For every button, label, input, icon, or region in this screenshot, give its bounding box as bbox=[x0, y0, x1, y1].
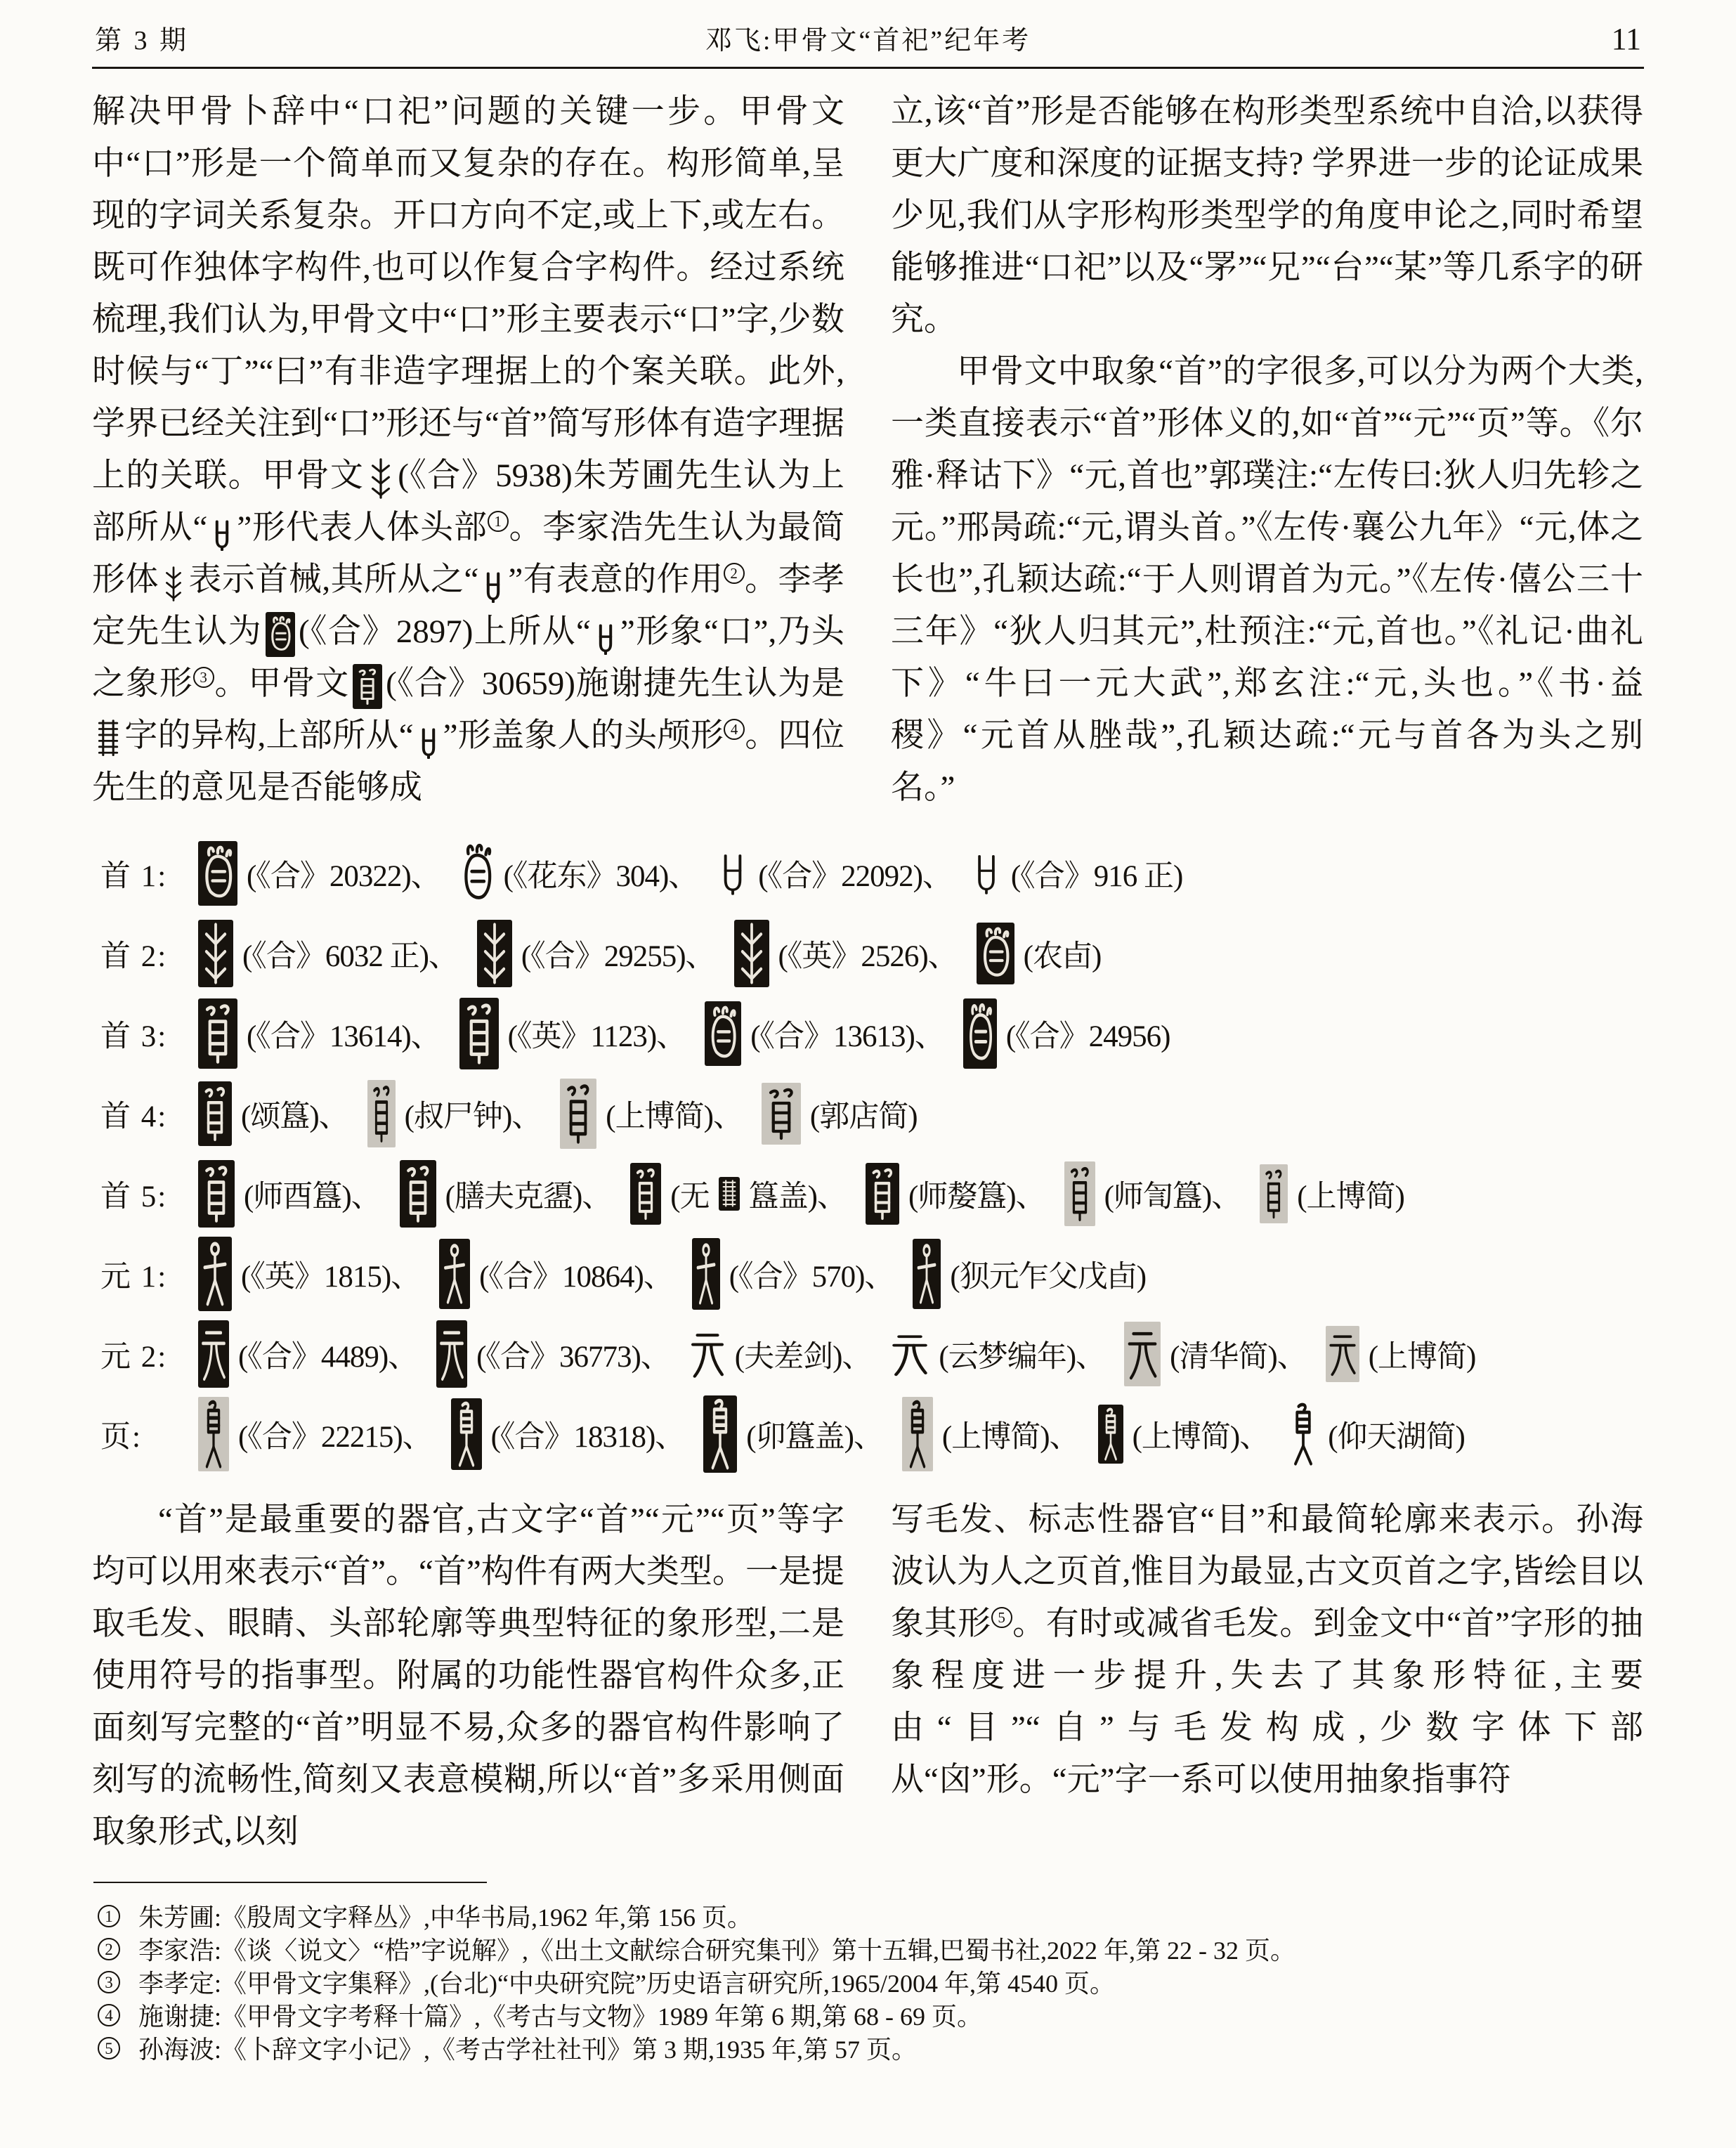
text-run: 。李孝定先生认为 bbox=[92, 561, 844, 650]
glyph-item bbox=[887, 1329, 1105, 1379]
footnote-marker: 2 bbox=[98, 1938, 120, 1960]
glyph-row-label: 首 2: bbox=[100, 939, 168, 973]
text-run: 。甲骨文 bbox=[214, 665, 350, 702]
paragraph bbox=[891, 346, 1643, 814]
oracle-glyph-icon bbox=[367, 1080, 396, 1147]
oracle-glyph-icon bbox=[890, 1329, 929, 1379]
oracle-glyph-icon bbox=[1124, 1322, 1161, 1386]
footnote-marker: 4 bbox=[98, 2004, 120, 2026]
oracle-glyph-icon bbox=[719, 1177, 740, 1211]
oracle-glyph-icon bbox=[198, 920, 233, 987]
glyph-item bbox=[195, 1081, 348, 1146]
oracle-glyph-icon bbox=[400, 1160, 436, 1228]
glyph-item bbox=[195, 998, 440, 1069]
footnote-marker: 5 bbox=[98, 2037, 120, 2059]
oracle-glyph-icon bbox=[198, 1160, 235, 1228]
glyph-source: (《合》22092)、 bbox=[758, 859, 952, 893]
glyph-source: 簋盖)、 bbox=[748, 1180, 847, 1213]
footnote-ref bbox=[724, 554, 745, 585]
glyph-source: (《合》4489)、 bbox=[238, 1340, 418, 1374]
oracle-glyph-icon bbox=[703, 1395, 737, 1473]
glyph-item bbox=[862, 1163, 1045, 1225]
glyph-table bbox=[92, 833, 1644, 1474]
oracle-glyph-icon bbox=[436, 1320, 467, 1388]
footnotes-section bbox=[92, 1882, 1644, 2066]
glyph-source: (《英》1123)、 bbox=[507, 1020, 686, 1053]
right-column bbox=[891, 86, 1643, 814]
glyph-item bbox=[195, 841, 440, 906]
glyph-source: (上博简) bbox=[1368, 1340, 1476, 1374]
glyph-item bbox=[456, 998, 686, 1069]
footnote-text: 孙海波:《卜辞文字小记》,《考古学社社刊》第 3 期,1935 年,第 57 页。 bbox=[138, 2036, 918, 2064]
glyph-item bbox=[1121, 1322, 1307, 1386]
glyph-item bbox=[1061, 1161, 1241, 1226]
oracle-glyph-icon bbox=[1098, 1405, 1123, 1464]
oracle-glyph-icon bbox=[417, 722, 440, 755]
glyph-item bbox=[195, 1160, 381, 1228]
oracle-glyph-icon bbox=[1064, 1161, 1095, 1226]
oracle-glyph-icon bbox=[692, 1238, 720, 1310]
oracle-glyph-icon bbox=[198, 998, 237, 1069]
glyph-source: (卯簋盖)、 bbox=[746, 1420, 883, 1454]
glyph-item bbox=[195, 920, 458, 987]
text-run: 解决甲骨卜辞中“口祀”问题的关键一步。甲骨文中“口”形是一个简单而又复杂的存在。构形简单,呈现的字词关系复杂。开口方向不定,或上下,或左右。既可作独体字构件,也可以作复合字构件。经过系统梳理,我们认为,甲骨文中“口”形主要表示“口”字,少数时候与“丁”“曰”有非造字理据上的个案关联。此外,学界已经关注到“口”形还与“首”简写形体有造字理据上的关联。甲骨文 bbox=[92, 93, 844, 494]
text-run: ”形盖象人的头颅形 bbox=[443, 717, 724, 754]
footnote-text: 李家浩:《谈〈说文〉“梏”字说解》,《出土文献综合研究集刊》第十五辑,巴蜀书社,2022 年,第 22 - 32 页。 bbox=[138, 1937, 1296, 1965]
text-run: 。有时或减省毛发。到金文中“首”字形的抽象程度进一步提升,失去了其象形特征,主要由“目”“自”与毛发构成,少数字体下部从“囟”形。“元”字一系可以使用抽象指事符 bbox=[891, 1606, 1643, 1798]
glyph-row-label: 首 5: bbox=[100, 1180, 168, 1213]
left-column-bottom bbox=[92, 1494, 844, 1858]
oracle-glyph-icon bbox=[734, 920, 769, 987]
oracle-glyph-icon bbox=[477, 920, 512, 987]
glyph-item bbox=[758, 1083, 918, 1145]
footnote-marker: 1 bbox=[98, 1905, 120, 1927]
glyph-source: (《合》13613)、 bbox=[750, 1020, 944, 1053]
glyph-source: (师嫠簋)、 bbox=[908, 1180, 1045, 1213]
oracle-glyph-icon bbox=[459, 998, 499, 1069]
glyph-item bbox=[731, 920, 958, 987]
text-run: ”形象“口”,乃头之象形 bbox=[92, 613, 844, 702]
glyph-source: (《合》24956) bbox=[1005, 1020, 1170, 1053]
glyph-source: (膳夫克盨)、 bbox=[445, 1180, 612, 1213]
glyph-item bbox=[686, 1327, 872, 1381]
glyph-row-label: 元 2: bbox=[100, 1340, 168, 1374]
glyph-item bbox=[456, 842, 698, 905]
oracle-glyph-icon bbox=[459, 842, 495, 905]
glyph-row-label: 首 4: bbox=[100, 1100, 168, 1133]
oracle-glyph-icon bbox=[162, 565, 185, 600]
glyph-source: (清华简)、 bbox=[1170, 1340, 1307, 1374]
glyph-item bbox=[967, 852, 1182, 895]
text-run: 写毛发、标志性器官“目”和最简轮廓来表示。孙海波认为人之页首,惟目为最显,古文页首之字,皆绘目以象其形 bbox=[891, 1502, 1643, 1642]
footnote-text: 施谢捷:《甲骨文字考释十篇》,《考古与文物》1989 年第 6 期,第 68 - 69 页。 bbox=[138, 2003, 982, 2031]
glyph-table-row bbox=[100, 1314, 1644, 1394]
oracle-glyph-icon bbox=[866, 1163, 899, 1225]
glyph-source: (《英》1815)、 bbox=[241, 1260, 421, 1294]
oracle-glyph-icon bbox=[913, 1239, 941, 1309]
glyph-source: (《合》10864)、 bbox=[479, 1260, 673, 1294]
top-two-columns bbox=[92, 86, 1644, 814]
glyph-source: (《英》2526)、 bbox=[778, 939, 958, 973]
glyph-item bbox=[701, 1001, 944, 1066]
oracle-glyph-icon bbox=[762, 1083, 801, 1145]
glyph-item bbox=[700, 1395, 883, 1473]
footnote bbox=[92, 2033, 1644, 2066]
glyph-source: (《合》20322)、 bbox=[247, 859, 440, 893]
text-run: 。李家浩先生认为最简形体 bbox=[92, 509, 844, 598]
circled-number: 2 bbox=[724, 563, 745, 584]
oracle-glyph-icon bbox=[902, 1397, 933, 1471]
page-number: 11 bbox=[1611, 22, 1641, 56]
glyph-source: (郭店简) bbox=[809, 1100, 918, 1133]
circled-number: 1 bbox=[488, 511, 509, 532]
text-run: “首”是最重要的器官,古文字“首”“元”“页”等字均可以用來表示“首”。“首”构件有两大类型。一是提取毛发、眼睛、头部轮廓等典型特征的象形型,二是使用符号的指事型。附属的功能性器官构件众多,正面刻写完整的“首”明显不易,众多的器官构件影响了刻写的流畅性,简刻又表意模糊,所以“首”多采用侧面取象形式,以刻 bbox=[92, 1502, 844, 1850]
oracle-glyph-icon bbox=[717, 852, 749, 895]
oracle-glyph-icon bbox=[705, 1001, 741, 1066]
oracle-glyph-icon bbox=[977, 923, 1014, 984]
oracle-glyph-icon bbox=[367, 458, 394, 499]
glyph-table-row bbox=[100, 913, 1644, 994]
oracle-glyph-icon bbox=[198, 1320, 229, 1388]
oracle-glyph-icon bbox=[560, 1079, 596, 1149]
page-header bbox=[92, 0, 1644, 69]
glyph-item bbox=[436, 1239, 673, 1309]
text-run: ”有表意的作用 bbox=[508, 561, 724, 598]
circled-number: 4 bbox=[724, 719, 745, 740]
glyph-item bbox=[448, 1398, 685, 1470]
oracle-glyph-icon bbox=[963, 998, 997, 1069]
glyph-source: (仰天湖简) bbox=[1328, 1420, 1465, 1454]
text-run: 。四位先生的意见是否能够成 bbox=[92, 717, 844, 806]
circled-number: 3 bbox=[193, 667, 214, 688]
footnote bbox=[92, 1934, 1644, 1967]
text-run: (《合》30659)施谢捷先生认为是 bbox=[386, 665, 844, 702]
oracle-glyph-icon bbox=[198, 1397, 229, 1471]
glyph-item bbox=[1322, 1326, 1476, 1382]
glyph-item bbox=[973, 923, 1102, 984]
footnote-ref bbox=[991, 1599, 1012, 1629]
glyph-item bbox=[364, 1080, 542, 1147]
oracle-glyph-icon bbox=[439, 1239, 470, 1309]
footnote bbox=[92, 1967, 1644, 2000]
oracle-glyph-icon bbox=[266, 612, 295, 657]
oracle-glyph-icon bbox=[630, 1163, 661, 1225]
glyph-item bbox=[909, 1239, 1146, 1309]
footnote-text: 朱芳圃:《殷周文字释丛》,中华书局,1962 年,第 156 页。 bbox=[138, 1903, 753, 1932]
glyph-source: (《合》6032 正)、 bbox=[242, 939, 458, 973]
glyph-source: (上博简)、 bbox=[941, 1420, 1079, 1454]
text-run: (《合》5938)朱芳圃先生认为上部所从“ bbox=[92, 457, 844, 546]
glyph-row-label: 元 1: bbox=[100, 1260, 168, 1294]
glyph-item bbox=[627, 1163, 847, 1225]
glyph-item bbox=[396, 1160, 612, 1228]
oracle-glyph-icon bbox=[1326, 1326, 1359, 1382]
footnote-divider bbox=[93, 1882, 487, 1883]
footnote bbox=[92, 2000, 1644, 2033]
glyph-source: (《合》36773)、 bbox=[476, 1340, 670, 1374]
glyph-source: (《花东》304)、 bbox=[503, 859, 698, 893]
glyph-item bbox=[474, 920, 715, 987]
glyph-source: (上博简) bbox=[1297, 1180, 1404, 1213]
oracle-glyph-icon bbox=[971, 852, 1002, 894]
glyph-row-label: 首 3: bbox=[100, 1020, 168, 1053]
footnote-ref bbox=[488, 502, 509, 533]
oracle-glyph-icon bbox=[1288, 1402, 1319, 1466]
text-run: 字的异构,上部所从“ bbox=[124, 717, 414, 754]
bottom-two-columns bbox=[92, 1494, 1644, 1858]
oracle-glyph-icon bbox=[211, 514, 233, 547]
glyph-table-row bbox=[100, 1394, 1644, 1474]
oracle-glyph-icon bbox=[451, 1398, 482, 1470]
glyph-source: (《合》570)、 bbox=[729, 1260, 894, 1294]
glyph-item bbox=[195, 1237, 420, 1311]
glyph-source: (师訇簋)、 bbox=[1104, 1180, 1241, 1213]
issue-label: 第 3 期 bbox=[95, 26, 190, 56]
glyph-table-row bbox=[100, 1234, 1644, 1314]
glyph-source: (狈元乍父戊卣) bbox=[950, 1260, 1147, 1294]
footnote-text: 李孝定:《甲骨文字集释》,(台北)“中央研究院”历史语言研究所,1965/2004 年,第 4540 页。 bbox=[138, 1970, 1115, 1998]
glyph-item bbox=[1256, 1164, 1404, 1223]
glyph-source: (《合》18318)、 bbox=[490, 1420, 685, 1454]
left-column bbox=[92, 86, 844, 814]
glyph-source: (云梦编年)、 bbox=[939, 1340, 1106, 1374]
glyph-source: (夫差剑)、 bbox=[734, 1340, 872, 1374]
oracle-glyph-icon bbox=[353, 664, 382, 709]
oracle-glyph-icon bbox=[482, 566, 504, 599]
glyph-source: (《合》13614)、 bbox=[247, 1020, 440, 1053]
glyph-table-row bbox=[100, 994, 1644, 1074]
glyph-source: (叔尸钟)、 bbox=[404, 1100, 542, 1133]
footnote bbox=[92, 1901, 1644, 1934]
oracle-glyph-icon bbox=[689, 1327, 726, 1381]
glyph-item bbox=[899, 1397, 1079, 1471]
paragraph bbox=[891, 1494, 1643, 1806]
glyph-table-row bbox=[100, 1154, 1644, 1234]
glyph-item bbox=[688, 1238, 894, 1310]
glyph-item bbox=[195, 1320, 417, 1388]
glyph-source: (颂簋)、 bbox=[241, 1100, 348, 1133]
footnote-ref bbox=[724, 710, 745, 741]
glyph-item bbox=[960, 998, 1170, 1069]
glyph-item bbox=[433, 1320, 670, 1388]
oracle-glyph-icon bbox=[198, 841, 237, 906]
glyph-source: (农卣) bbox=[1023, 939, 1102, 973]
glyph-item bbox=[1095, 1405, 1270, 1464]
footnote-marker: 3 bbox=[98, 1971, 120, 1993]
glyph-source: (《合》22215)、 bbox=[238, 1420, 432, 1454]
glyph-source: (师酉簋)、 bbox=[244, 1180, 381, 1213]
glyph-row-label: 页: bbox=[100, 1420, 142, 1454]
glyph-item bbox=[713, 852, 952, 895]
glyph-table-row bbox=[100, 833, 1644, 913]
glyph-item bbox=[195, 1397, 432, 1471]
oracle-glyph-icon bbox=[594, 618, 617, 651]
glyph-item bbox=[1284, 1402, 1465, 1466]
oracle-glyph-icon bbox=[1260, 1164, 1288, 1223]
glyph-source: (上博简)、 bbox=[606, 1100, 743, 1133]
glyph-source: (《合》29255)、 bbox=[521, 939, 715, 973]
text-run: 甲骨文中取象“首”的字很多,可以分为两个大类,一类直接表示“首”形体义的,如“首”“元”“页”等。《尔雅·释诂下》“元,首也”郭璞注:“左传曰:狄人归先轸之元。”邢昺疏:“元,谓头首。”《左传·襄公九年》“元,体之长也”,孔颖达疏:“于人则谓首为元。”《左传·僖公三十三年》“狄人归其元”,杜预注:“元,首也。”《礼记·曲礼下》“牛曰一元大武”,郑玄注:“元,头也。”《书·益稷》“元首从脞哉”,孔颖达疏:“元与首各为头之别名。” bbox=[891, 353, 1643, 806]
paragraph bbox=[92, 86, 844, 814]
text-run: (《合》2897)上所从“ bbox=[299, 613, 591, 650]
glyph-source: (《合》916 正) bbox=[1010, 859, 1183, 893]
footnote-list bbox=[92, 1901, 1644, 2066]
text-run: 立,该“首”形是否能够在构形类型系统中自洽,以获得更大广度和深度的证据支持? 学界进一步的论证成果少见,我们从字形构形类型学的角度申论之,同时希望能够推进“口祀”以及“罞”“兄”“台”“某”等几系字的研究。 bbox=[891, 93, 1643, 338]
glyph-source: (无 bbox=[670, 1180, 710, 1213]
text-run: 表示首械,其所从之“ bbox=[188, 561, 479, 598]
circled-number: 5 bbox=[991, 1607, 1012, 1628]
glyph-table-row bbox=[100, 1074, 1644, 1154]
oracle-glyph-icon bbox=[198, 1081, 232, 1146]
oracle-glyph-icon bbox=[198, 1237, 232, 1311]
glyph-item bbox=[556, 1079, 743, 1149]
paragraph bbox=[891, 86, 1643, 346]
glyph-row-label: 首 1: bbox=[100, 859, 168, 893]
running-title: 邓飞:甲骨文“首祀”纪年考 bbox=[705, 26, 1031, 56]
paragraph bbox=[92, 1494, 844, 1858]
footnote-ref bbox=[193, 658, 214, 689]
text-run: ”形代表人体头部 bbox=[237, 509, 488, 546]
glyph-source: (上博简)、 bbox=[1132, 1420, 1270, 1454]
oracle-glyph-icon bbox=[96, 720, 121, 757]
right-column-bottom bbox=[891, 1494, 1643, 1858]
